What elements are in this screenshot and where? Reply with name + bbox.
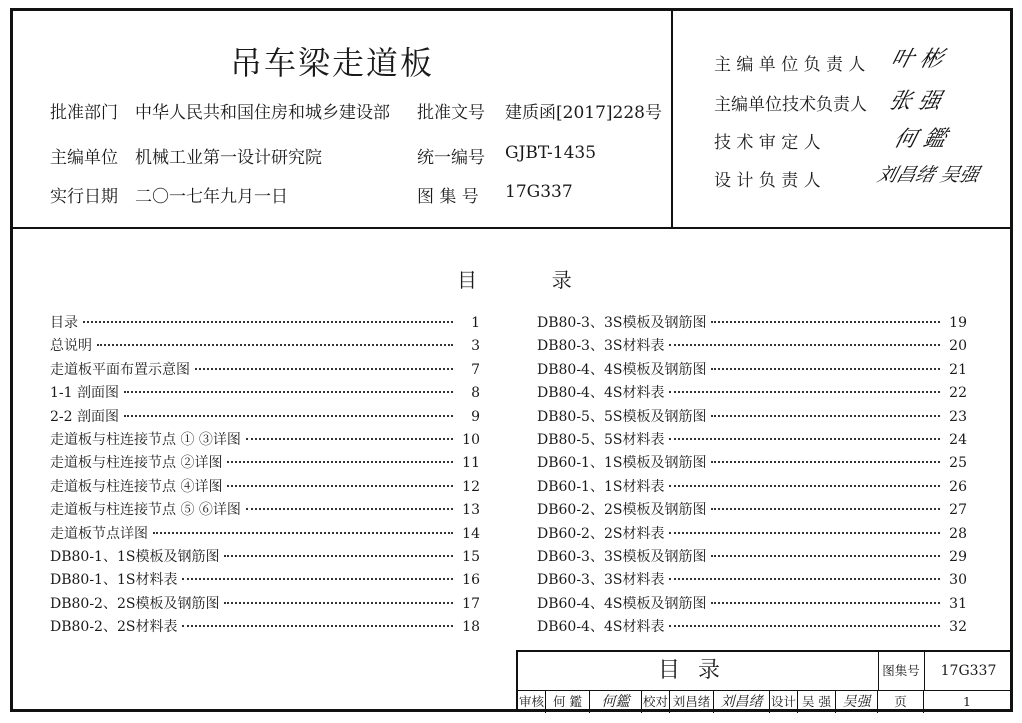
- toc-entry-page: 16: [462, 572, 480, 589]
- toc-entry[interactable]: [50, 429, 480, 452]
- toc-entry[interactable]: [50, 616, 480, 639]
- toc-entry-label: DB80-3、3S材料表: [537, 338, 665, 355]
- toc-entry-page: 22: [949, 385, 967, 402]
- toc-entry-page: 12: [462, 478, 480, 495]
- toc-leader-dots: [711, 368, 940, 370]
- toc-leader-dots: [669, 532, 940, 534]
- approve-doc: 建质函[2017]228号: [505, 103, 662, 123]
- toc-entry-page: 11: [462, 455, 480, 472]
- toc-leader-dots: [669, 391, 940, 393]
- toc-entry-page: 31: [949, 595, 967, 612]
- toc-leader-dots: [711, 508, 940, 510]
- toc-entry-page: 13: [462, 502, 480, 519]
- toc-entry-label: DB80-5、5S材料表: [537, 431, 665, 448]
- responsible-role: 主 编 单 位 负 责 人: [714, 55, 866, 75]
- toc-leader-dots: [711, 461, 940, 463]
- toc-entry-page: 23: [949, 408, 967, 425]
- responsible-signature: 张 强: [886, 89, 944, 114]
- toc-entry-page: 20: [949, 338, 967, 355]
- toc-entry-label: 走道板节点详图: [50, 525, 148, 542]
- toc-entry-label: 走道板与柱连接节点 ① ③详图: [50, 431, 241, 448]
- toc-entry-page: 3: [471, 338, 480, 355]
- toc-entry-label: DB80-2、2S材料表: [50, 619, 178, 636]
- toc-entry[interactable]: [537, 429, 967, 452]
- toc-leader-dots: [195, 368, 453, 370]
- toc-entry-label: DB80-2、2S模板及钢筋图: [50, 595, 220, 612]
- toc-leader-dots: [669, 485, 940, 487]
- toc-entry[interactable]: [50, 546, 480, 569]
- toc-entry-label: DB80-1、1S材料表: [50, 572, 178, 589]
- toc-entry-page: 9: [471, 408, 480, 425]
- title-block-atlas-label: 图集号: [878, 652, 925, 690]
- toc-leader-dots: [224, 555, 453, 557]
- toc-entry-label: DB80-3、3S模板及钢筋图: [537, 315, 707, 331]
- header-vertical-divider: [671, 8, 673, 229]
- toc-entry[interactable]: [537, 476, 967, 499]
- toc-entry[interactable]: [537, 523, 967, 546]
- toc-entry[interactable]: [50, 359, 480, 382]
- toc-leader-dots: [124, 415, 453, 417]
- toc-entry-label: DB60-3、3S模板及钢筋图: [537, 548, 707, 565]
- title-block-name: 目录: [518, 652, 879, 690]
- reviewer-signature: 何鑑: [590, 691, 642, 713]
- editor-unit-label: 主编单位: [50, 148, 118, 168]
- toc-entry-page: 1: [471, 315, 480, 331]
- impl-date-label: 实行日期: [50, 187, 118, 207]
- checker-signature: 刘昌绪: [714, 691, 770, 713]
- toc-leader-dots: [182, 578, 453, 580]
- toc-entry-label: DB60-1、1S模板及钢筋图: [537, 455, 707, 472]
- toc-entry[interactable]: [50, 499, 480, 522]
- toc-leader-dots: [711, 321, 940, 323]
- toc-leader-dots: [227, 461, 453, 463]
- toc-entry-label: 走道板平面布置示意图: [50, 361, 190, 378]
- toc-entry-page: 7: [471, 361, 480, 378]
- toc-leader-dots: [246, 508, 453, 510]
- toc-entry-page: 17: [462, 595, 480, 612]
- toc-leader-dots: [227, 485, 453, 487]
- toc-entry-label: DB60-2、2S材料表: [537, 525, 665, 542]
- atlas-no-label: 图 集 号: [417, 187, 479, 207]
- toc-entry-page: 28: [949, 525, 967, 542]
- toc-entry-label: 总说明: [50, 338, 92, 355]
- toc-entry[interactable]: [537, 569, 967, 592]
- toc-entry-page: 29: [949, 548, 967, 565]
- toc-leader-dots: [97, 344, 453, 346]
- toc-entry-label: DB80-4、4S材料表: [537, 385, 665, 402]
- toc-right-column: [537, 312, 967, 639]
- title-block-atlas-no: 17G337: [940, 663, 997, 679]
- unified-no: GJBT-1435: [505, 143, 597, 163]
- toc-leader-dots: [153, 532, 453, 534]
- toc-entry[interactable]: [537, 616, 967, 639]
- toc-entry[interactable]: [537, 593, 967, 616]
- approve-dept: 中华人民共和国住房和城乡建设部: [135, 103, 390, 123]
- toc-entry[interactable]: [50, 406, 480, 429]
- toc-leader-dots: [669, 438, 940, 440]
- toc-leader-dots: [669, 578, 940, 580]
- editor-unit: 机械工业第一设计研究院: [135, 148, 322, 168]
- toc-entry[interactable]: [537, 359, 967, 382]
- review-label: 审核: [518, 691, 546, 713]
- toc-entry-page: 24: [949, 431, 967, 448]
- page-number: 1: [963, 694, 971, 709]
- toc-entry-page: 26: [949, 478, 967, 495]
- toc-leader-dots: [669, 625, 940, 627]
- toc-entry-page: 21: [949, 361, 967, 378]
- approve-dept-label: 批准部门: [50, 103, 118, 123]
- responsible-role: 主编单位技术负责人: [714, 95, 867, 115]
- impl-date: 二〇一七年九月一日: [135, 187, 288, 207]
- toc-entry-label: DB60-3、3S材料表: [537, 572, 665, 589]
- responsible-signature: 刘昌绪 吴强: [874, 164, 982, 186]
- toc-entry-label: 1-1 剖面图: [50, 385, 119, 402]
- toc-left-column: [50, 312, 480, 639]
- toc-entry[interactable]: [537, 499, 967, 522]
- toc-leader-dots: [711, 555, 940, 557]
- toc-entry-page: 15: [462, 548, 480, 565]
- toc-entry[interactable]: [50, 382, 480, 405]
- atlas-no: 17G337: [505, 182, 573, 202]
- toc-entry[interactable]: [50, 569, 480, 592]
- toc-entry-page: 32: [949, 619, 967, 636]
- toc-entry[interactable]: [537, 406, 967, 429]
- responsible-role: 技 术 审 定 人: [714, 133, 821, 153]
- toc-entry[interactable]: [537, 546, 967, 569]
- page-label: 页: [878, 691, 924, 713]
- toc-leader-dots: [246, 438, 453, 440]
- toc-entry-page: 10: [462, 431, 480, 448]
- toc-entry-page: 14: [462, 525, 480, 542]
- designer: 吴 强: [798, 691, 836, 713]
- toc-entry-page: 27: [949, 502, 967, 519]
- toc-entry-page: 25: [949, 455, 967, 472]
- toc-entry-label: 走道板与柱连接节点 ②详图: [50, 455, 223, 472]
- toc-entry-label: DB60-2、2S模板及钢筋图: [537, 502, 707, 519]
- toc-leader-dots: [124, 391, 453, 393]
- design-label: 设计: [770, 691, 798, 713]
- checker: 刘昌绪: [670, 691, 714, 713]
- toc-entry-label: 2-2 剖面图: [50, 408, 119, 425]
- toc-title: [457, 264, 572, 293]
- toc-title-char: 目: [457, 268, 477, 292]
- toc-entry-label: 目录: [50, 315, 78, 331]
- toc-entry[interactable]: [537, 335, 967, 358]
- responsible-signature: 何 鑑: [891, 127, 949, 152]
- toc-entry-label: DB60-4、4S材料表: [537, 619, 665, 636]
- toc-leader-dots: [182, 625, 453, 627]
- toc-entry[interactable]: [50, 523, 480, 546]
- toc-entry-page: 18: [462, 619, 480, 636]
- toc-entry-page: 19: [949, 315, 967, 331]
- toc-entry[interactable]: [537, 452, 967, 475]
- atlas-title: 吊车梁走道板: [230, 44, 435, 82]
- toc-entry[interactable]: [537, 382, 967, 405]
- toc-entry-page: 8: [471, 385, 480, 402]
- toc-entry[interactable]: [50, 335, 480, 358]
- toc-entry[interactable]: [537, 312, 967, 335]
- toc-leader-dots: [711, 602, 940, 604]
- responsible-signature: 叶 彬: [888, 47, 946, 72]
- toc-entry-label: DB60-4、4S模板及钢筋图: [537, 595, 707, 612]
- toc-entry[interactable]: [50, 476, 480, 499]
- toc-entry-label: DB60-1、1S材料表: [537, 478, 665, 495]
- toc-entry-page: 30: [949, 572, 967, 589]
- designer-signature: 吴强: [836, 691, 878, 713]
- toc-leader-dots: [669, 344, 940, 346]
- responsible-role: 设 计 负 责 人: [714, 171, 821, 191]
- check-label: 校对: [642, 691, 670, 713]
- toc-title-char: 录: [551, 268, 572, 292]
- title-block: [516, 650, 1010, 712]
- unified-no-label: 统一编号: [417, 148, 485, 168]
- toc-entry[interactable]: [50, 593, 480, 616]
- reviewer: 何 鑑: [546, 691, 590, 713]
- toc-entry-label: 走道板与柱连接节点 ⑤ ⑥详图: [50, 502, 241, 519]
- toc-entry-label: 走道板与柱连接节点 ④详图: [50, 478, 223, 495]
- toc-leader-dots: [83, 321, 453, 323]
- toc-entry-label: DB80-1、1S模板及钢筋图: [50, 548, 220, 565]
- toc-entry[interactable]: [50, 312, 480, 335]
- toc-leader-dots: [224, 602, 453, 604]
- toc-entry[interactable]: [50, 452, 480, 475]
- toc-entry-label: DB80-5、5S模板及钢筋图: [537, 408, 707, 425]
- toc-entry-label: DB80-4、4S模板及钢筋图: [537, 361, 707, 378]
- approve-doc-label: 批准文号: [417, 103, 485, 123]
- header-divider: [10, 227, 1013, 229]
- toc-leader-dots: [711, 415, 940, 417]
